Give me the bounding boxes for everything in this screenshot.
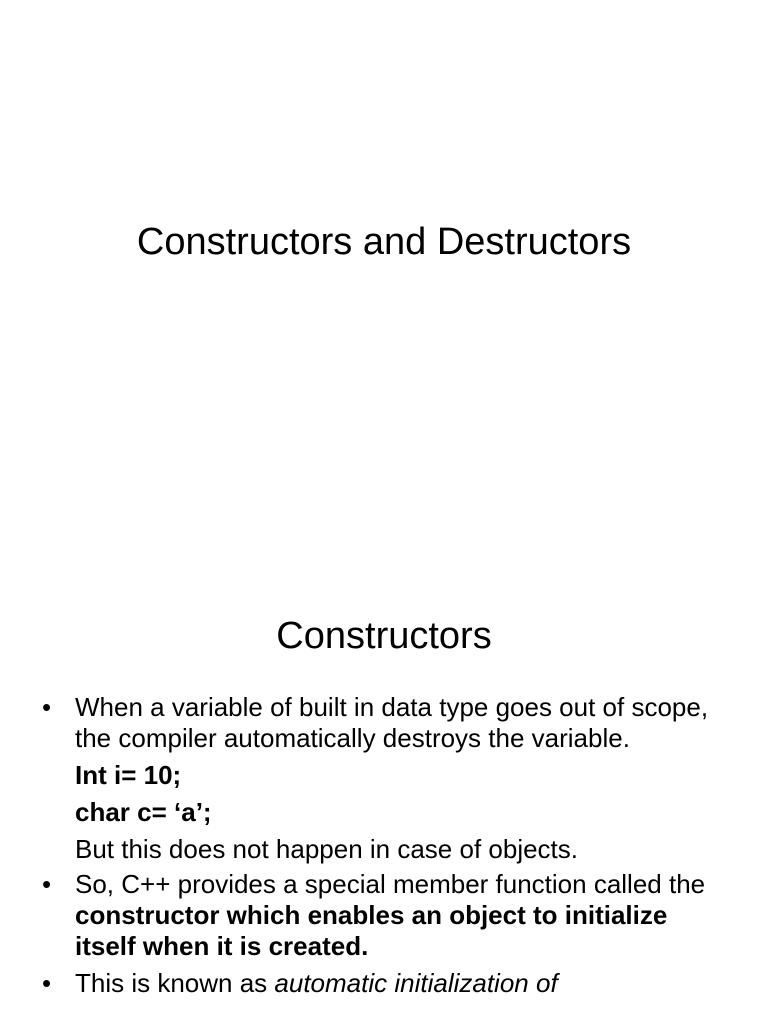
bullet-1-text: When a variable of built in data type goes out of scope, the compiler automatically destroys the variable.	[75, 692, 709, 753]
bullet-item-2	[42, 869, 722, 962]
slide-constructors	[0, 576, 768, 1024]
code-line-int: Int i= 10;	[75, 760, 182, 790]
bullet-2-bold-text: constructor which enables an object to initialize itself when it is created.	[75, 900, 668, 961]
bullet-item-1	[42, 692, 722, 754]
bullet-2-text: So, C++ provides a special member function called the	[75, 869, 706, 899]
objects-note: But this does not happen in case of objects.	[75, 834, 579, 864]
bullet-3-italic-text: automatic initialization of	[274, 968, 558, 998]
bullet-3-text: This is known as	[75, 968, 275, 998]
bullet-item-3	[42, 968, 722, 999]
bullet-list	[42, 692, 722, 999]
slide-1-title: Constructors and Destructors	[136, 221, 632, 263]
slide-2-title: Constructors	[276, 615, 492, 657]
code-line-char: char c= ‘a’;	[75, 797, 212, 827]
